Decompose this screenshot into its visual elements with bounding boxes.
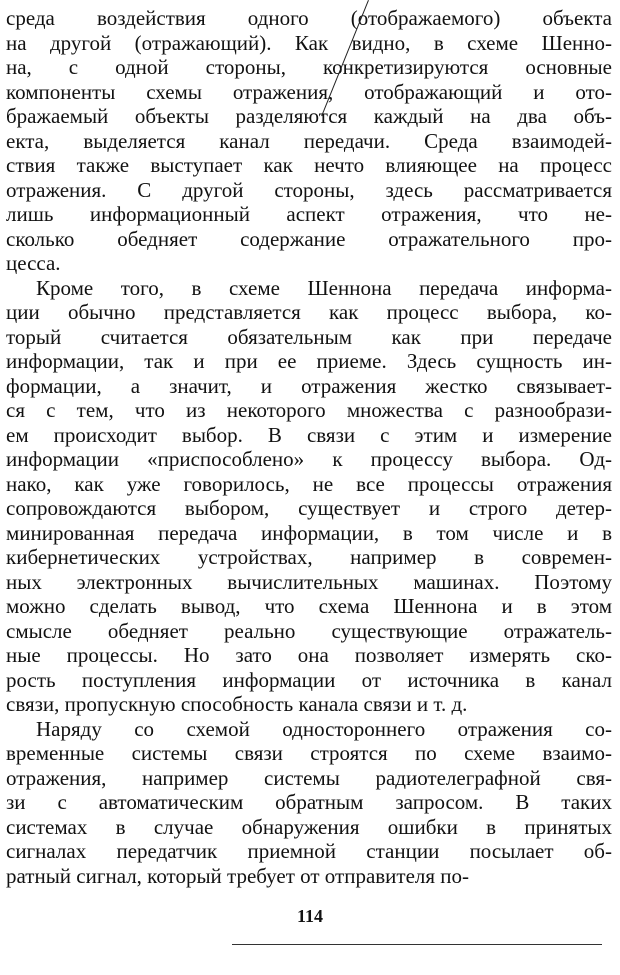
text-line: ные процессы. Но зато она позволяет измерять ско- <box>6 643 612 667</box>
text-line: ся с тем, что из некоторого множества с разнообрази- <box>6 398 612 422</box>
text-line: смысле обедняет реально существующие отражатель- <box>6 618 612 643</box>
text-line: ем происходит выбор. В связи с этим и измерение <box>6 422 612 447</box>
text-line: екта, выделяется канал передачи. Среда взаимодей- <box>6 128 612 153</box>
text-line: рость поступления информации от источника в канал <box>6 667 612 692</box>
text-line: цесса. <box>6 251 61 275</box>
text-line: ции обычно представляется как процесс выбора, ко- <box>6 300 612 324</box>
text-line: нако, как уже говорилось, не все процессы отражения <box>6 471 612 496</box>
text-line: формации, а значит, и отражения жестко связывает- <box>6 373 612 398</box>
footer-rule <box>232 944 602 945</box>
page-number: 114 <box>296 906 323 926</box>
text-line: среда воздействия одного (отображаемого) объекта <box>6 6 612 30</box>
text-line: на другой (отражающий). Как видно, в схеме Шенно- <box>6 30 612 55</box>
text-line: связи, пропускную способность канала связи и т. д. <box>6 692 468 716</box>
text-line: кибернетических устройствах, например в современ- <box>6 545 612 569</box>
text-line: сигналах передатчик приемной станции посылает об- <box>6 839 612 863</box>
text-line: отражения. С другой стороны, здесь рассматривается <box>6 177 612 202</box>
text-line: системах в случае обнаружения ошибки в принятых <box>6 814 612 839</box>
text-line: временные системы связи строятся по схеме взаимо- <box>6 741 612 765</box>
text-line: компоненты схемы отражения, отображающий и ото- <box>6 79 612 104</box>
text-line: бражаемый объекты разделяются каждый на два объ- <box>6 104 612 128</box>
text-line: отражения, например системы радиотелеграфной свя- <box>6 765 612 790</box>
text-line: можно сделать вывод, что схема Шеннона и в этом <box>6 594 612 618</box>
body-text <box>6 6 612 888</box>
text-line: ствия также выступает как нечто влияющее на процесс <box>6 153 612 177</box>
text-line: Наряду со схемой одностороннего отражения со- <box>36 716 612 741</box>
text-line: торый считается обязательным как при передаче <box>6 324 612 349</box>
text-line: информации «приспособлено» к процессу выбора. Од- <box>6 447 612 471</box>
text-line: сопровождаются выбором, существует и строго детер- <box>6 496 612 520</box>
text-line: на, с одной стороны, конкретизируются основные <box>6 55 612 79</box>
text-line: сколько обедняет содержание отражательного про- <box>6 226 612 251</box>
text-line: Кроме того, в схеме Шеннона передача информа- <box>36 275 612 300</box>
text-line: лишь информационный аспект отражения, что не- <box>6 202 612 226</box>
text-line: информации, так и при ее приеме. Здесь сущность ин- <box>6 349 612 373</box>
text-line: минированная передача информации, в том числе и в <box>6 520 612 545</box>
text-line: ных электронных вычислительных машинах. Поэтому <box>6 569 612 594</box>
text-line: ратный сигнал, который требует от отправителя по- <box>6 863 470 888</box>
text-line: зи с автоматическим обратным запросом. В таких <box>6 790 612 814</box>
